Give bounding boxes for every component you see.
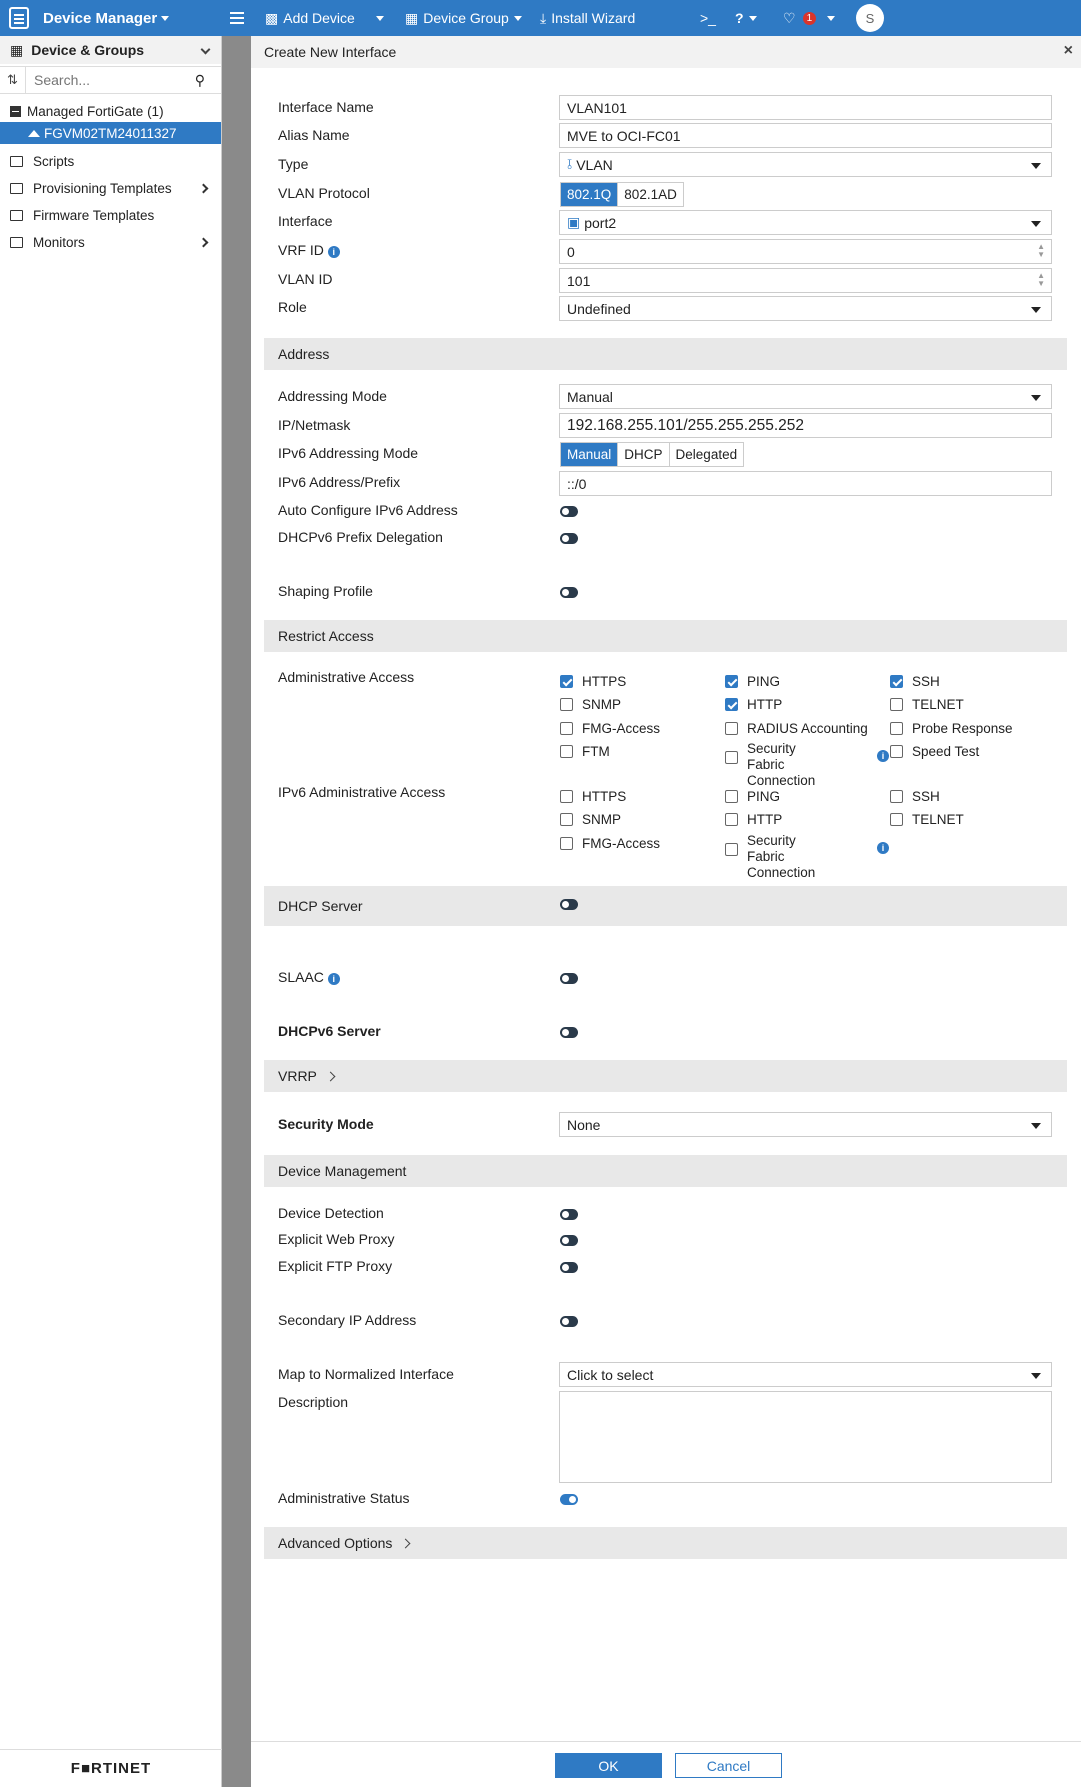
device-group-button[interactable] bbox=[405, 0, 522, 36]
help-button[interactable] bbox=[735, 0, 757, 36]
ipv6-addressing-mode-label: IPv6 Addressing Mode bbox=[278, 445, 419, 461]
ipv6-admin-access-http[interactable] bbox=[725, 812, 782, 827]
port-icon: ▣ bbox=[567, 214, 581, 230]
role-value: Undefined bbox=[567, 300, 631, 317]
sidebar-item-monitors[interactable] bbox=[0, 229, 221, 256]
checkbox[interactable] bbox=[725, 813, 738, 826]
security-mode-label: Security Mode bbox=[278, 1116, 374, 1132]
administrative-access-label: Administrative Access bbox=[278, 669, 415, 685]
search-icon[interactable]: ⚲ bbox=[194, 71, 205, 88]
app-title: Device Manager bbox=[43, 9, 158, 27]
tree-device-selected[interactable] bbox=[0, 122, 221, 144]
device-detection-toggle[interactable] bbox=[560, 1209, 578, 1220]
info-icon[interactable]: i bbox=[877, 842, 889, 854]
checkbox-label: PING bbox=[747, 789, 781, 804]
dialog-header bbox=[251, 36, 1081, 68]
ipv6-address-prefix-value: ::/0 bbox=[567, 475, 587, 492]
ip-netmask-value: 192.168.255.101/255.255.255.252 bbox=[567, 416, 805, 434]
explicit-web-proxy-toggle[interactable] bbox=[560, 1235, 578, 1246]
shaping-profile-toggle[interactable] bbox=[560, 587, 578, 598]
secondary-ip-label: Secondary IP Address bbox=[278, 1312, 417, 1328]
device-group-label: Device Group bbox=[423, 10, 509, 26]
modal-backdrop bbox=[222, 36, 251, 1787]
interface-name-input[interactable] bbox=[559, 95, 1052, 120]
tree-group-managed-fortigate[interactable] bbox=[0, 100, 221, 122]
checkbox[interactable] bbox=[725, 751, 738, 764]
type-label: Type bbox=[278, 156, 309, 172]
device-up-icon bbox=[28, 130, 40, 137]
add-device-button[interactable] bbox=[265, 0, 355, 36]
add-device-label: Add Device bbox=[283, 10, 355, 26]
vlan-protocol-label: VLAN Protocol bbox=[278, 185, 370, 201]
ipv6-admin-access-fmg-access[interactable] bbox=[560, 836, 660, 851]
map-normalized-value: Click to select bbox=[567, 1366, 654, 1383]
vrf-id-value: 0 bbox=[567, 243, 575, 260]
security-mode-select[interactable] bbox=[559, 1112, 1052, 1137]
admin-access-security-fabric[interactable] bbox=[725, 741, 835, 789]
explicit-ftp-proxy-toggle[interactable] bbox=[560, 1262, 578, 1273]
administrative-status-label: Administrative Status bbox=[278, 1490, 410, 1506]
device-detection-label: Device Detection bbox=[278, 1205, 384, 1221]
chevron-right-icon bbox=[325, 1071, 335, 1081]
sidebar bbox=[0, 36, 222, 1787]
install-icon: ⤓ bbox=[540, 9, 547, 26]
spinner-icon[interactable]: ▲ ▼ bbox=[1037, 242, 1045, 259]
vrf-id-label bbox=[278, 242, 340, 258]
interface-label: Interface bbox=[278, 213, 333, 229]
explicit-ftp-proxy-label: Explicit FTP Proxy bbox=[278, 1258, 393, 1274]
ok-button[interactable]: OK bbox=[555, 1753, 662, 1778]
chevron-right-icon bbox=[401, 1538, 411, 1548]
vlan-id-input[interactable] bbox=[559, 268, 1052, 293]
ip-netmask-input[interactable] bbox=[559, 413, 1052, 438]
vlan-id-label: VLAN ID bbox=[278, 271, 333, 287]
install-wizard-label: Install Wizard bbox=[551, 10, 636, 26]
vlan-icon: ⫱ bbox=[567, 156, 573, 172]
top-bar bbox=[0, 0, 1081, 36]
caret-down-icon bbox=[1031, 395, 1041, 401]
device-label: FGVM02TM24011327 bbox=[44, 125, 177, 141]
checkbox-label: Security Fabric Connection bbox=[747, 833, 816, 880]
addressing-mode-select[interactable] bbox=[559, 384, 1052, 409]
checkbox-label: FTM bbox=[582, 744, 610, 759]
ipv6-admin-access-https[interactable] bbox=[560, 789, 626, 804]
vrf-id-input[interactable] bbox=[559, 239, 1052, 264]
sidebar-item-provisioning-templates[interactable] bbox=[0, 175, 221, 202]
slaac-toggle[interactable] bbox=[560, 973, 578, 984]
admin-access-telnet[interactable] bbox=[890, 697, 964, 712]
device-group-icon: ▦ bbox=[405, 9, 419, 26]
explicit-web-proxy-label: Explicit Web Proxy bbox=[278, 1231, 395, 1247]
description-label: Description bbox=[278, 1394, 349, 1410]
admin-access-ssh[interactable] bbox=[890, 674, 940, 689]
caret-down-icon bbox=[161, 16, 169, 21]
bell-icon: ♡ bbox=[783, 9, 796, 26]
shaping-profile-label: Shaping Profile bbox=[278, 583, 373, 599]
dhcpv6-prefix-delegation-toggle[interactable] bbox=[560, 533, 578, 544]
group-label: Managed FortiGate (1) bbox=[27, 103, 164, 119]
checkbox-label: HTTP bbox=[747, 697, 783, 712]
sidebar-item-label: Provisioning Templates bbox=[33, 181, 172, 196]
vlan-protocol-8021q[interactable]: 802.1Q bbox=[561, 183, 618, 206]
chevron-right-icon bbox=[199, 238, 209, 248]
admin-access-https[interactable] bbox=[560, 674, 626, 689]
checkbox-label: SNMP bbox=[582, 812, 622, 827]
checkbox[interactable] bbox=[560, 675, 573, 688]
close-icon[interactable]: × bbox=[1063, 42, 1073, 59]
caret-down-icon bbox=[1031, 1373, 1041, 1379]
interface-select[interactable] bbox=[559, 210, 1052, 235]
admin-access-snmp[interactable] bbox=[560, 697, 621, 712]
map-normalized-label: Map to Normalized Interface bbox=[278, 1366, 454, 1382]
checkbox-label: RADIUS Accounting bbox=[747, 721, 868, 736]
checkbox[interactable] bbox=[890, 745, 903, 758]
clipboard-icon bbox=[9, 7, 29, 29]
user-avatar[interactable]: S bbox=[856, 4, 884, 32]
ipv6-admin-access-ssh[interactable] bbox=[890, 789, 940, 804]
section-address: Address bbox=[264, 338, 1067, 370]
checkbox[interactable] bbox=[560, 722, 573, 735]
auto-configure-ipv6-toggle[interactable] bbox=[560, 506, 578, 517]
info-icon[interactable]: i bbox=[328, 246, 340, 258]
ipv6-admin-access-security-fabric[interactable] bbox=[725, 833, 835, 881]
info-icon[interactable]: i bbox=[877, 750, 889, 762]
fortinet-logo: F■RTINET bbox=[0, 1749, 222, 1777]
ipv6-address-prefix-input[interactable] bbox=[559, 471, 1052, 496]
caret-down-icon bbox=[749, 16, 757, 21]
caret-down-icon bbox=[1031, 221, 1041, 227]
addressing-mode-label: Addressing Mode bbox=[278, 388, 387, 404]
alias-name-input[interactable] bbox=[559, 123, 1052, 148]
administrative-status-toggle[interactable] bbox=[560, 1494, 578, 1505]
sidebar-item-label: Scripts bbox=[33, 154, 75, 169]
vrf-id-label-text: VRF ID bbox=[278, 242, 324, 258]
dhcpv6-server-label: DHCPv6 Server bbox=[278, 1023, 381, 1039]
terminal-icon: >_ bbox=[700, 10, 716, 26]
checkbox[interactable] bbox=[560, 698, 573, 711]
monitor-icon bbox=[10, 237, 23, 248]
caret-down-icon bbox=[514, 16, 522, 21]
ipv6-mode-dhcp[interactable]: DHCP bbox=[618, 443, 669, 466]
admin-access-radius-accounting[interactable] bbox=[725, 721, 868, 736]
admin-access-ftm[interactable] bbox=[560, 744, 610, 759]
checkbox[interactable] bbox=[725, 843, 738, 856]
checkbox-label: Security Fabric Connection bbox=[747, 741, 816, 788]
ipv6-mode-delegated[interactable]: Delegated bbox=[675, 447, 738, 462]
description-textarea[interactable] bbox=[559, 1391, 1052, 1483]
checkbox[interactable] bbox=[725, 722, 738, 735]
menu-toggle-button[interactable] bbox=[230, 0, 244, 36]
hamburger-icon bbox=[230, 12, 244, 24]
interface-name-value: VLAN101 bbox=[567, 99, 627, 116]
section-title: VRRP bbox=[278, 1068, 317, 1084]
checkbox-label: HTTPS bbox=[582, 789, 627, 804]
ipv6-address-prefix-label: IPv6 Address/Prefix bbox=[278, 474, 401, 490]
sidebar-item-scripts[interactable] bbox=[0, 148, 221, 175]
checkbox[interactable] bbox=[890, 675, 903, 688]
ipv6-admin-access-snmp[interactable] bbox=[560, 812, 621, 827]
dhcp-server-toggle[interactable] bbox=[560, 899, 578, 910]
add-device-icon: ▩ bbox=[265, 9, 279, 26]
device-groups-icon: ▦ bbox=[10, 41, 24, 58]
checkbox[interactable] bbox=[560, 813, 573, 826]
notification-badge: 1 bbox=[803, 12, 817, 25]
checkbox-label: SSH bbox=[912, 789, 940, 804]
collapse-icon[interactable] bbox=[10, 106, 21, 117]
caret-down-icon bbox=[376, 16, 384, 21]
checkbox[interactable] bbox=[560, 837, 573, 850]
addressing-mode-value: Manual bbox=[567, 388, 613, 405]
ipv6-admin-access-ping[interactable] bbox=[725, 789, 780, 804]
checkbox-label: HTTP bbox=[747, 812, 783, 827]
script-icon bbox=[10, 156, 23, 167]
checkbox-label: Probe Response bbox=[912, 721, 1013, 736]
dialog-title: Create New Interface bbox=[264, 44, 397, 60]
cli-console-button[interactable] bbox=[700, 0, 716, 36]
checkbox[interactable] bbox=[890, 698, 903, 711]
admin-access-probe-response[interactable] bbox=[890, 721, 1013, 736]
admin-access-speed-test[interactable] bbox=[890, 744, 979, 759]
section-title: Advanced Options bbox=[278, 1535, 393, 1551]
interface-value: port2 bbox=[584, 214, 617, 231]
checkbox[interactable] bbox=[725, 675, 738, 688]
type-value: VLAN bbox=[576, 156, 613, 173]
map-normalized-select[interactable] bbox=[559, 1362, 1052, 1387]
firmware-icon bbox=[10, 210, 23, 221]
sidebar-item-firmware-templates[interactable] bbox=[0, 202, 221, 229]
checkbox-label: TELNET bbox=[912, 697, 964, 712]
role-select[interactable] bbox=[559, 296, 1052, 321]
vlan-protocol-8021ad[interactable]: 802.1AD bbox=[624, 187, 677, 202]
checkbox-label: PING bbox=[747, 674, 781, 689]
checkbox-label: FMG-Access bbox=[582, 721, 661, 736]
cancel-button[interactable]: Cancel bbox=[675, 1753, 782, 1778]
security-mode-value: None bbox=[567, 1116, 601, 1133]
dhcpv6-prefix-delegation-label: DHCPv6 Prefix Delegation bbox=[278, 529, 443, 545]
ipv6-admin-access-telnet[interactable] bbox=[890, 812, 964, 827]
info-icon[interactable]: i bbox=[328, 973, 340, 985]
spinner-icon[interactable]: ▲ ▼ bbox=[1037, 271, 1045, 288]
type-select[interactable] bbox=[559, 152, 1052, 177]
checkbox-label: SNMP bbox=[582, 697, 622, 712]
checkbox-label: SSH bbox=[912, 674, 940, 689]
admin-access-ping[interactable] bbox=[725, 674, 780, 689]
dhcpv6-server-toggle[interactable] bbox=[560, 1027, 578, 1038]
checkbox-label: HTTPS bbox=[582, 674, 627, 689]
checkbox-label: Speed Test bbox=[912, 744, 980, 759]
sort-icon[interactable]: ⇅ bbox=[0, 67, 26, 93]
slaac-label-text: SLAAC bbox=[278, 969, 324, 985]
checkbox[interactable] bbox=[560, 745, 573, 758]
ip-netmask-label: IP/Netmask bbox=[278, 417, 351, 433]
caret-down-icon bbox=[1031, 307, 1041, 313]
section-title: DHCP Server bbox=[278, 898, 363, 914]
help-icon: ? bbox=[735, 10, 744, 26]
checkbox[interactable] bbox=[890, 790, 903, 803]
slaac-label bbox=[278, 969, 340, 985]
alias-name-value: MVE to OCI-FC01 bbox=[567, 127, 681, 144]
admin-access-http[interactable] bbox=[725, 697, 782, 712]
section-device-management: Device Management bbox=[264, 1155, 1067, 1187]
chevron-down-icon bbox=[201, 45, 211, 55]
checkbox-label: FMG-Access bbox=[582, 836, 661, 851]
section-vrrp[interactable] bbox=[264, 1060, 1067, 1092]
checkbox[interactable] bbox=[890, 813, 903, 826]
interface-name-label: Interface Name bbox=[278, 99, 374, 115]
search-input[interactable] bbox=[34, 72, 184, 88]
vlan-protocol-toggle bbox=[560, 182, 684, 207]
ipv6-addressing-mode-toggle bbox=[560, 442, 744, 467]
checkbox[interactable] bbox=[725, 698, 738, 711]
template-icon bbox=[10, 183, 23, 194]
sidebar-header-label: Device & Groups bbox=[31, 42, 145, 58]
checkbox-label: TELNET bbox=[912, 812, 964, 827]
add-device-dropdown[interactable] bbox=[376, 0, 384, 36]
role-label: Role bbox=[278, 299, 307, 315]
sidebar-item-label: Monitors bbox=[33, 235, 85, 250]
section-dhcp-server bbox=[264, 886, 1067, 926]
secondary-ip-toggle[interactable] bbox=[560, 1316, 578, 1327]
install-wizard-button[interactable] bbox=[540, 0, 635, 36]
checkbox[interactable] bbox=[725, 790, 738, 803]
dialog-footer bbox=[251, 1741, 1081, 1787]
admin-access-fmg-access[interactable] bbox=[560, 721, 660, 736]
auto-configure-ipv6-label: Auto Configure IPv6 Address bbox=[278, 502, 458, 518]
vlan-id-value: 101 bbox=[567, 272, 591, 289]
sidebar-search bbox=[0, 66, 221, 94]
sidebar-header[interactable] bbox=[0, 36, 221, 64]
sidebar-item-label: Firmware Templates bbox=[33, 208, 155, 223]
alias-name-label: Alias Name bbox=[278, 127, 350, 143]
caret-down-icon bbox=[827, 16, 835, 21]
chevron-right-icon bbox=[199, 184, 209, 194]
notifications-button[interactable] bbox=[783, 0, 835, 36]
section-restrict-access: Restrict Access bbox=[264, 620, 1067, 652]
caret-down-icon bbox=[1031, 1123, 1041, 1129]
app-menu[interactable] bbox=[43, 10, 169, 27]
caret-down-icon bbox=[1031, 163, 1041, 169]
section-advanced-options[interactable] bbox=[264, 1527, 1067, 1559]
checkbox[interactable] bbox=[560, 790, 573, 803]
ipv6-mode-manual[interactable]: Manual bbox=[561, 443, 618, 466]
ipv6-administrative-access-label: IPv6 Administrative Access bbox=[278, 784, 446, 800]
checkbox[interactable] bbox=[890, 722, 903, 735]
